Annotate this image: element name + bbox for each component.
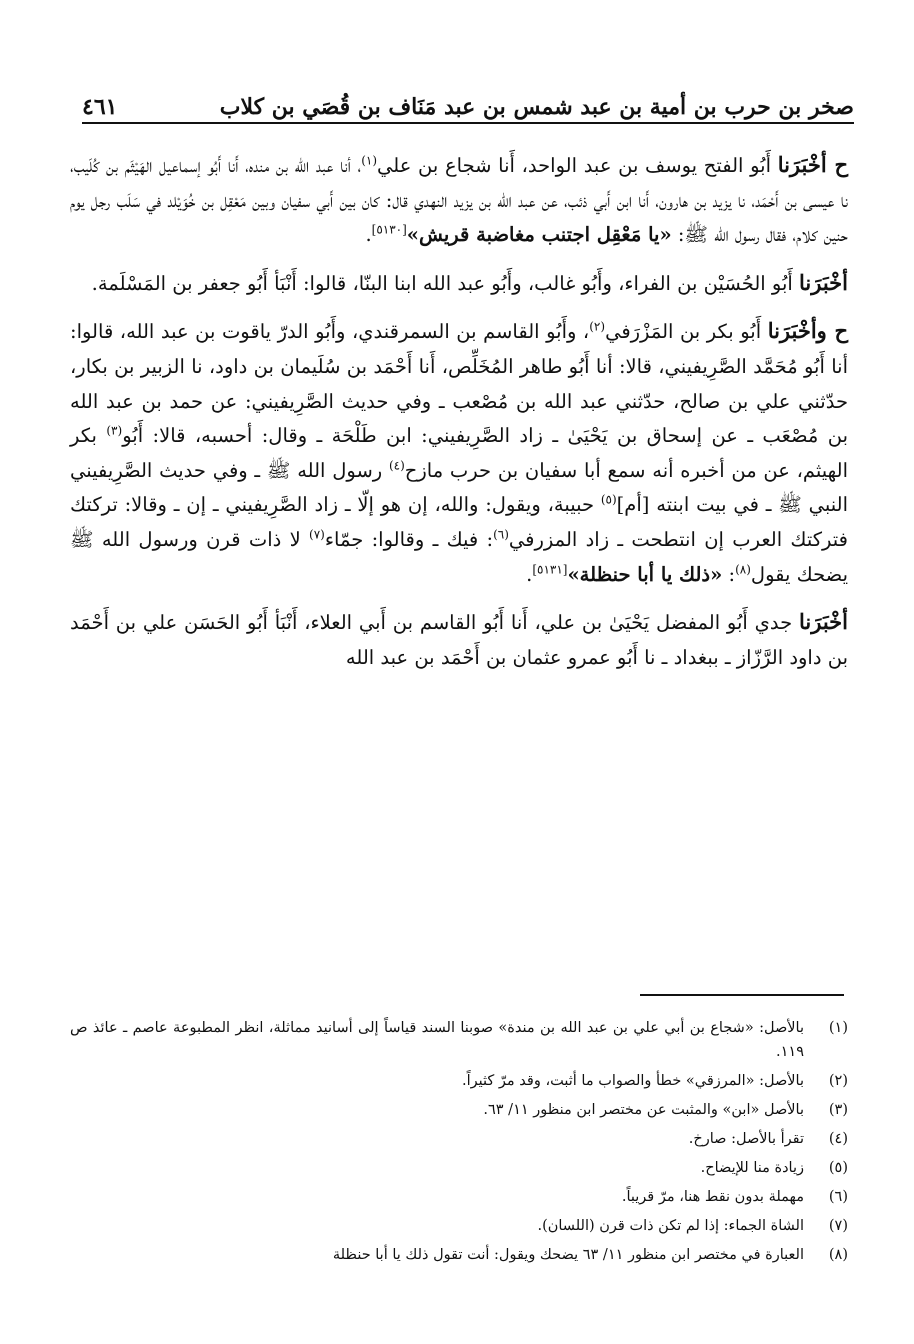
paragraph bbox=[70, 605, 848, 675]
text-run: ، وأَبُو القاسم بن السمرقندي، وأَبُو الدرّ ياقوت بن عبد الله، قالوا: أنا أَبُو مُحَمَّد الصَّرِيفيني، قالا: أنا أَبُو طاهر المُخَلِّص، أَنا أَحْمَد بن سُلَيمان بن داود، نا الزبير بن بكار، حدّثني علي بن صالح، حدّثني عبد الله بن مُصْعب ـ وفي حديث الصَّرِيفيني: عن حمد بن عبد الله بن مُصْعَب ـ عن إسحاق بن يَحْيَىٰ ـ زاد الصَّرِيفيني: ابن طَلْحَة ـ وقال: أحسبه، قالا: أَبُو bbox=[70, 320, 849, 448]
footnote-ref: (٥) bbox=[600, 492, 617, 507]
paragraph-lead: ح وأخْبَرَنا bbox=[767, 318, 849, 344]
text-run: ، أنا عبد الله بن منده، أَنا أَبُو إسماعيل الهَيْثَم بن كُلَيب، نا عيسى بن أَحْمَد، نا يزيد بن هارون، أَنا ابن أَبي ذئب، عن عبد الله بن يزيد النهدي قال: كان بين أَبي سفيان وبين مَعْقِل بن خُوَيْلد في سَلَب رجل يوم حنين كلام، فقال رسول الله ﷺ: bbox=[70, 154, 848, 247]
hadith-quote: «ذلك يا أبا حنظلة» bbox=[567, 562, 723, 586]
running-header bbox=[82, 86, 854, 120]
footnote-number: (٨) bbox=[828, 1247, 848, 1263]
footnote-ref: (٣) bbox=[106, 423, 123, 438]
paragraph bbox=[70, 148, 848, 253]
paragraph bbox=[70, 266, 848, 302]
main-text bbox=[70, 148, 848, 688]
footnote-ref: (١) bbox=[361, 153, 378, 168]
footnote-text: العبارة في مختصر ابن منظور ١١/ ٦٣ يضحك ويقول: أنت تقول ذلك يا أبا حنظلة bbox=[332, 1247, 804, 1263]
footnote-ref: (٢) bbox=[589, 319, 606, 334]
text-run: بكر الهيثم، عن من أخبره أنه سمع أبا سفيان بن حرب مازح bbox=[70, 424, 849, 482]
hadith-quote: «يا مَعْقِل اجتنب مغاضبة قريش» bbox=[406, 223, 672, 247]
footnotes bbox=[70, 1016, 848, 1272]
footnote-number: (٦) bbox=[828, 1189, 848, 1205]
text-run: : فيك ـ وقالوا: جمّاء bbox=[324, 527, 494, 551]
text-run: أَبُو الفتح يوسف بن عبد الواحد، أَنا شجاع بن علي bbox=[377, 154, 778, 177]
footnote bbox=[70, 1098, 848, 1122]
text-run: جدي أَبُو المفضل يَحْيَىٰ بن علي، أَنا أَبُو القاسم بن أَبي العلاء، أَنْبَأ أَبُو الحَسَن علي بن أَحْمَد بن داود الرَّزّاز ـ ببغداد ـ نا أَبُو عمرو عثمان بن أَحْمَد بن عبد الله bbox=[70, 611, 848, 669]
text-run: رسول الله ﷺ ـ وفي حديث الصَّرِيفيني النبي ﷺ ـ في بيت ابنته [أم] bbox=[70, 458, 848, 517]
footnote-text: زيادة منا للإيضاح. bbox=[700, 1160, 804, 1176]
footnote-text: تقرأ بالأصل: صارخ. bbox=[688, 1131, 804, 1147]
footnote-number: (٢) bbox=[828, 1073, 848, 1089]
footnote bbox=[70, 1016, 848, 1064]
text-run: . bbox=[365, 223, 372, 247]
footnote-number: (٥) bbox=[828, 1160, 848, 1176]
footnote-text: بالأصل: «شجاع بن أبي علي بن عبد الله بن مندة» صوبنا السند قياساً إلى أسانيد مماثلة، انظر المطبوعة عاصم ـ عائذ ص ١١٩. bbox=[70, 1020, 804, 1060]
footnote-number: (٤) bbox=[828, 1131, 848, 1147]
footnote-text: الشاة الجماء: إذا لم تكن ذات قرن (اللسان). bbox=[537, 1218, 804, 1234]
footnote bbox=[70, 1185, 848, 1209]
paragraph-lead: ح أخْبَرَنا bbox=[777, 152, 849, 177]
text-run: لا ذات قرن ورسول الله ﷺ يضحك يقول bbox=[70, 527, 848, 586]
footnote-number: (٧) bbox=[828, 1218, 848, 1234]
footnote-number: (٣) bbox=[828, 1102, 848, 1118]
footnote-text: بالأصل: «المرزقي» خطأ والصواب ما أثبت، وقد مرّ كثيراً. bbox=[462, 1073, 804, 1089]
text-run: حبيبة، ويقول: والله، إن هو إلّا ـ زاد الصَّرِيفيني ـ إن ـ وقالا: تركتك فتركتك العرب إن انتطحت ـ زاد المزرفي bbox=[70, 493, 848, 551]
footnote bbox=[70, 1069, 848, 1093]
paragraph bbox=[70, 314, 848, 592]
footnote-text: مهملة بدون نقط هنا، مرّ قريباً. bbox=[621, 1189, 804, 1205]
paragraph-lead: أخْبَرَنا bbox=[799, 269, 848, 295]
paragraph-lead: أخْبَرَنا bbox=[799, 609, 848, 635]
page-number: ٤٦١ bbox=[82, 94, 118, 120]
footnote-text: بالأصل «ابن» والمثبت عن مختصر ابن منظور ١١/ ٦٣. bbox=[483, 1102, 804, 1118]
footnote bbox=[70, 1214, 848, 1238]
footnote-ref: [٥١٣١] bbox=[532, 562, 568, 577]
footnote-ref: (٦) bbox=[493, 527, 509, 542]
footnote bbox=[70, 1127, 848, 1151]
footnote-ref: (٤) bbox=[388, 458, 405, 473]
text-run: : bbox=[722, 562, 736, 586]
text-run: أَبُو الحُسَيْن بن الفراء، وأَبُو غالب، وأَبُو عبد الله ابنا البنّا، قالوا: أَنْبَأ أَبُو جعفر بن المَسْلَمة. bbox=[91, 271, 800, 295]
text-run: . bbox=[526, 562, 533, 586]
footnote-separator bbox=[640, 994, 844, 996]
footnote-number: (١) bbox=[828, 1020, 848, 1036]
footnote bbox=[70, 1243, 848, 1267]
header-rule bbox=[82, 122, 854, 124]
running-title: صخر بن حرب بن أمية بن عبد شمس بن عبد مَنَاف بن قُصَي بن كلاب bbox=[219, 94, 854, 120]
footnote-ref: (٧) bbox=[309, 527, 325, 542]
text-run: أَبُو بكر بن المَزْرَفي bbox=[605, 320, 768, 344]
footnote-ref: (٨) bbox=[735, 562, 751, 577]
footnote bbox=[70, 1156, 848, 1180]
footnote-ref: [٥١٣٠] bbox=[371, 222, 407, 237]
